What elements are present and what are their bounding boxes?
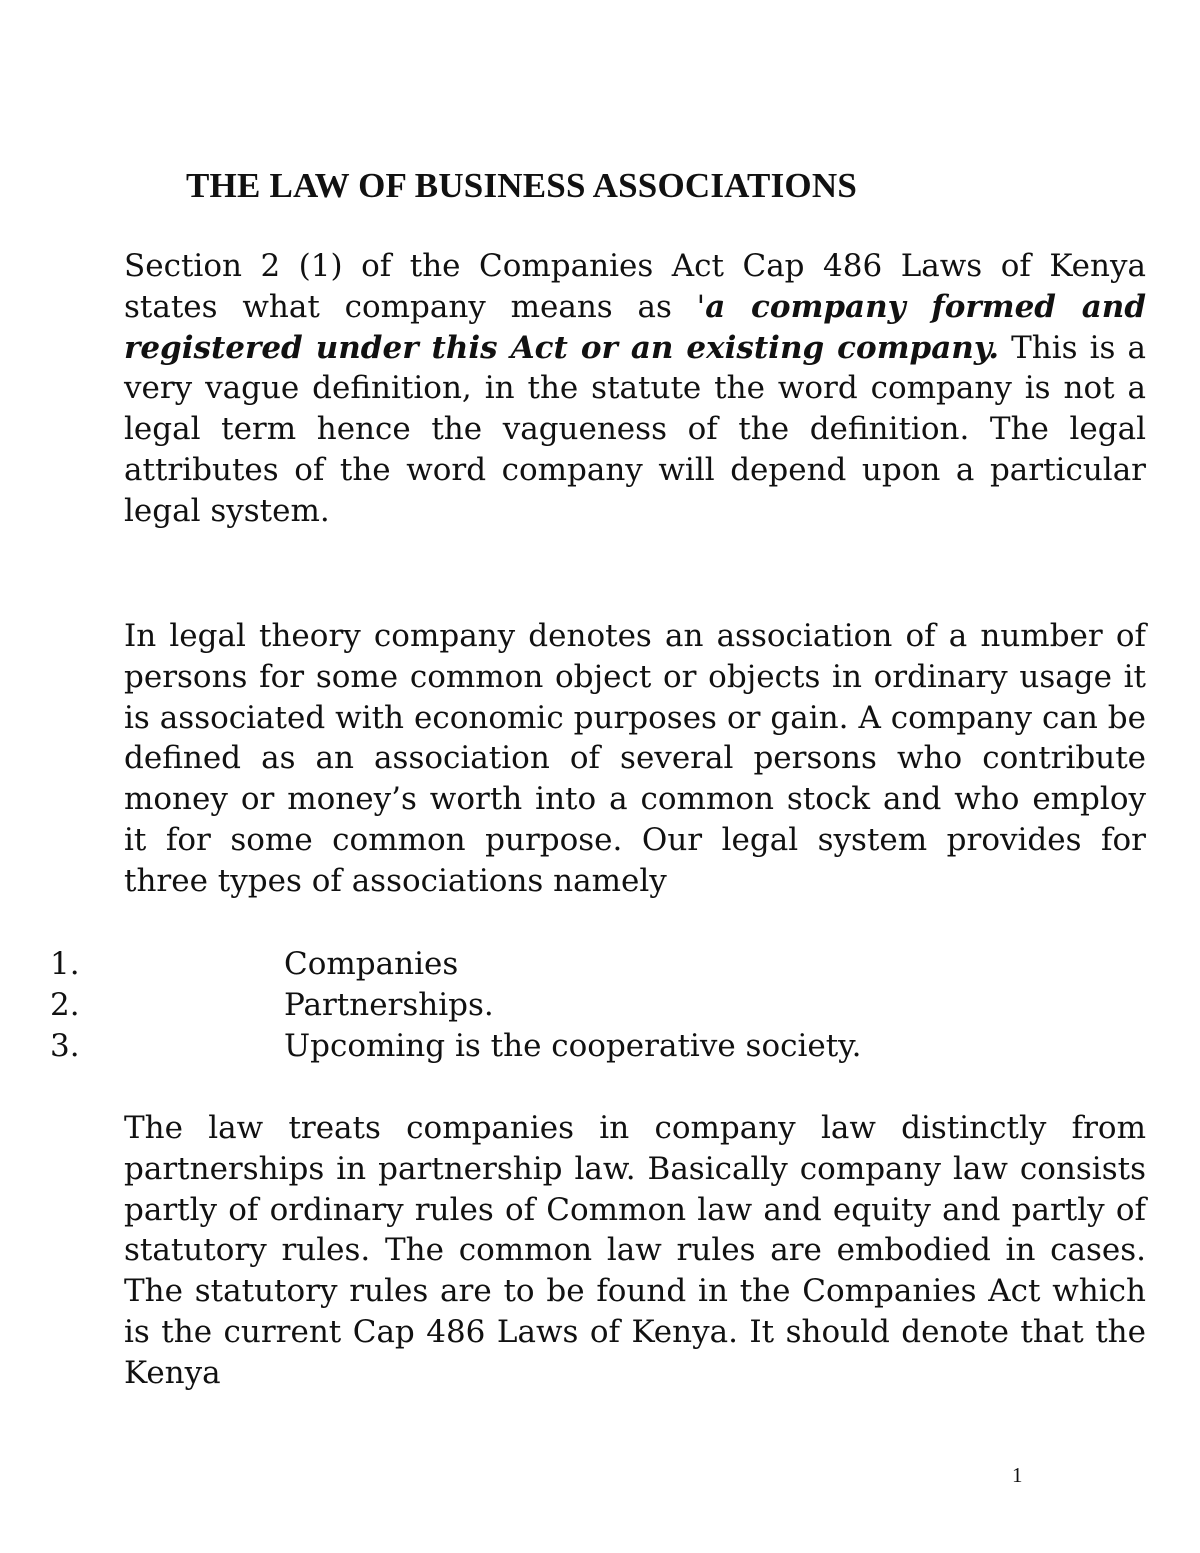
paragraph-definition-intro: Section 2 (1) of the Companies Act Cap 486 Laws of Kenya states what company means as ' — [124, 248, 1146, 325]
paragraph-definition — [124, 246, 1146, 532]
document-title: THE LAW OF BUSINESS ASSOCIATIONS — [186, 166, 857, 205]
list-item — [50, 985, 861, 1026]
association-types-list — [50, 944, 861, 1066]
list-item-number: 3. — [50, 1027, 80, 1064]
page-number: 1 — [1012, 1463, 1023, 1487]
list-item — [50, 944, 861, 985]
list-item-text: Partnerships. — [284, 986, 494, 1023]
paragraph-legal-theory: In legal theory company denotes an association of a number of persons for some common object or objects in ordinary usage it is associated with economic purposes or gain. A company can be defined as an association of several persons who contribute money or money’s worth into a common stock and who employ it for some common purpose. Our legal system provides for three types of associations namely — [124, 618, 1146, 899]
list-item-number: 1. — [50, 946, 80, 982]
statutory-quote: a company formed and registered under this Act or an existing company. — [124, 288, 1146, 366]
list-item-text: Companies — [284, 946, 459, 982]
paragraph-company-law: The law treats companies in company law distinctly from partnerships in partnership law. Basically company law consists partly of ordinary rules of Common law and equity and partly of statutory rules. The common law rules are embodied in cases. The statutory rules are to be found in the Companies Act which is the current Cap 486 Laws of Kenya. It should denote that the Kenya — [124, 1110, 1146, 1391]
list-item-number: 2. — [50, 986, 80, 1023]
paragraph-definition-rest: This is a very vague definition, in the statute the word company is not a legal term hence the vagueness of the definition. The legal attributes of the word company will depend upon a particular legal system. — [124, 329, 1146, 529]
list-item-text: Upcoming is the cooperative society. — [284, 1027, 862, 1064]
list-item — [50, 1026, 861, 1067]
